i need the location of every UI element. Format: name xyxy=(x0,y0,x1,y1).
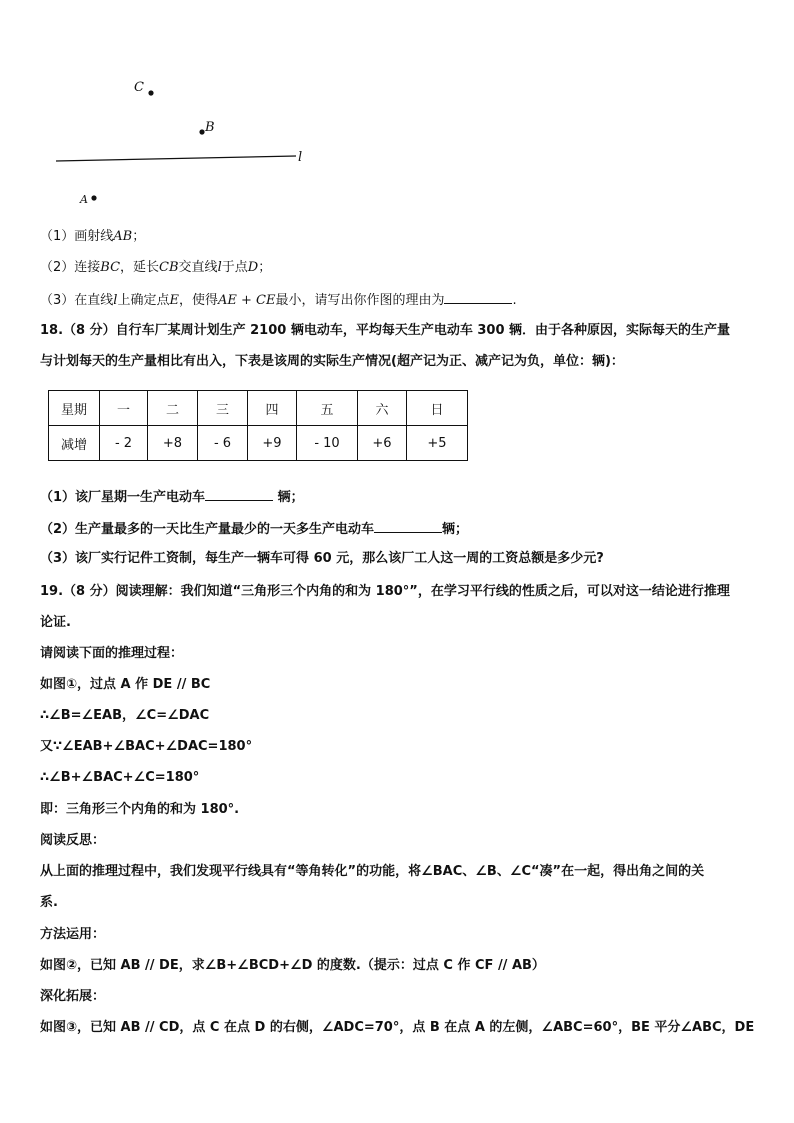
q18-intro-line2: 与计划每天的生产量相比有出入，下表是该周的实际生产情况(超产记为正、减产记为负，单位：辆)： xyxy=(40,354,624,369)
answer-blank-q17-3 xyxy=(444,291,512,304)
table-cell: +9 xyxy=(248,426,297,461)
answer-blank-q18-2 xyxy=(374,520,442,533)
table-cell: +6 xyxy=(358,426,407,461)
q19-proof-line: 即：三角形三个内角的和为 180°. xyxy=(40,802,240,817)
q18-part1: （1）该厂星期一生产电动车 辆； xyxy=(40,490,304,505)
table-cell: 减增 xyxy=(49,426,100,461)
point-b-dot xyxy=(199,129,204,134)
q17-part2: （2）连接BC，延长CB交直线l于点D； xyxy=(40,260,272,275)
table-cell: 六 xyxy=(358,391,407,426)
q19-reflection-line2: 系. xyxy=(40,895,58,910)
q18-part2: （2）生产量最多的一天比生产量最少的一天多生产电动车 辆； xyxy=(40,522,469,537)
q17-part3: （3）在直线l上确定点E，使得AE + CE最小，请写出你作图的理由为 . xyxy=(40,293,517,308)
q19-intro-line1: 19.（8 分）阅读理解：我们知道“三角形三个内角的和为 180°”，在学习平行线的性质之后，可以对这一结论进行推理 xyxy=(40,584,730,599)
table-cell: 五 xyxy=(297,391,358,426)
table-cell: - 6 xyxy=(198,426,248,461)
q19-proof-line: ∴∠B+∠BAC+∠C=180° xyxy=(40,770,200,785)
table-cell: 星期 xyxy=(49,391,100,426)
table-row xyxy=(49,426,468,461)
answer-blank-q18-1 xyxy=(205,488,273,501)
q19-proof-line: ∴∠B=∠EAB，∠C=∠DAC xyxy=(40,708,210,723)
label-c: C xyxy=(134,80,144,95)
q17-part1: （1）画射线AB； xyxy=(40,229,146,244)
point-c-dot xyxy=(148,90,153,95)
table-cell: - 2 xyxy=(100,426,148,461)
q19-reflection-title: 阅读反思： xyxy=(40,833,106,848)
table-cell: 四 xyxy=(248,391,297,426)
q19-proof-line: 如图①，过点 A 作 DE // BC xyxy=(40,677,211,692)
line-l xyxy=(56,156,296,161)
table-cell: +5 xyxy=(407,426,468,461)
label-b: B xyxy=(205,120,215,135)
q18-part3: （3）该厂实行记件工资制，每生产一辆车可得 60 元，那么该厂工人这一周的工资总额是多少元? xyxy=(40,551,604,566)
q19-method-title: 方法运用： xyxy=(40,927,106,942)
q19-proof-line: 又∵∠EAB+∠BAC+∠DAC=180° xyxy=(40,739,253,754)
q18-intro-line1: 18.（8 分）自行车厂某周计划生产 2100 辆电动车，平均每天生产电动车 300 辆．由于各种原因，实际每天的生产量 xyxy=(40,323,731,338)
label-a: A xyxy=(80,193,88,206)
q19-extend-title: 深化拓展： xyxy=(40,989,106,1004)
q19-extend-text: 如图③，已知 AB // CD，点 C 在点 D 的右侧，∠ADC=70°，点 B 在点 A 的左侧，∠ABC=60°，BE 平分∠ABC，DE xyxy=(40,1020,755,1035)
q19-method-text: 如图②，已知 AB // DE，求∠B+∠BCD+∠D 的度数.（提示：过点 C 作 CF // AB） xyxy=(40,958,545,973)
q19-reflection-line1: 从上面的推理过程中，我们发现平行线具有“等角转化”的功能，将∠BAC、∠B、∠C“凑”在一起，得出角之间的关 xyxy=(40,864,705,879)
q19-intro-line2: 论证. xyxy=(40,615,71,630)
table-cell: 日 xyxy=(407,391,468,426)
table-row xyxy=(49,391,468,426)
table-cell: 二 xyxy=(148,391,198,426)
production-table xyxy=(48,390,468,461)
table-cell: +8 xyxy=(148,426,198,461)
table-cell: - 10 xyxy=(297,426,358,461)
label-l: l xyxy=(298,150,303,165)
table-cell: 三 xyxy=(198,391,248,426)
point-a-dot xyxy=(91,195,96,200)
q19-read-prompt: 请阅读下面的推理过程： xyxy=(40,646,184,661)
table-cell: 一 xyxy=(100,391,148,426)
